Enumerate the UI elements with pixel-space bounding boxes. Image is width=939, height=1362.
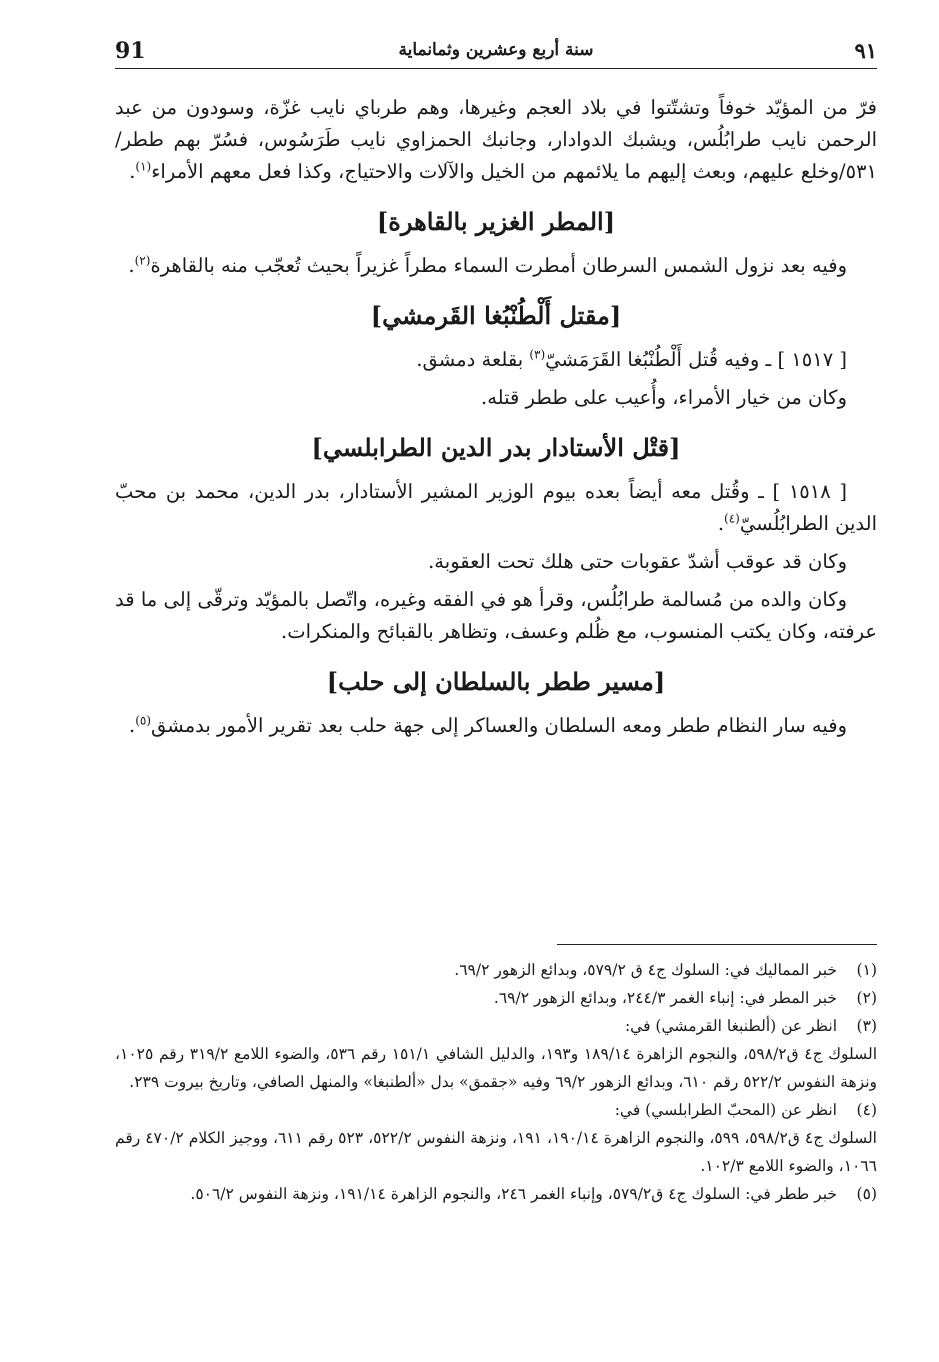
footnote-text: خبر المماليك في: السلوك ج٤ ق ٥٧٩/٢، وبدائع الزهور ٦٩/٢. [454,961,837,979]
footnote-marker: (٥) [135,713,152,728]
footnote [115,956,877,984]
paragraph: وكان والده من مُسالمة طرابُلُس، وقرأ هو في الفقه وغيره، واتّصل بالمؤيّد وترقّى إلى ما قد عرفته، وكان يكتب المنسوب، مع ظُلم وعسف، وتظاهر بالقبائح والمنكرات. [115,588,877,643]
running-header [115,36,877,69]
footnote-text: السلوك ج٤ ق٥٩٨/٢، ٥٩٩، والنجوم الزاهرة ١٩٠/١٤، ١٩١، ونزهة النفوس ٥٢٢/٢، ٥٢٣ رقم ٦١١، ووجيز الكلام ٤٧٠/٢ رقم ١٠٦٦، والضوء اللامع ١٠٢/٣. [115,1129,877,1175]
footnote-marker: (٢) [134,253,151,268]
footnote-text: خبر المطر في: إنباء الغمر ٢٤٤/٣، وبدائع الزهور ٦٩/٢. [493,989,837,1007]
footnote [115,1012,877,1040]
footnote-text: خبر ططر في: السلوك ج٤ ق٥٧٩/٢، وإنباء الغمر ٢٤٦، والنجوم الزاهرة ١٩١/١٤، ونزهة النفوس ٥٠٦/٢. [190,1185,837,1203]
footnote [115,1096,877,1124]
page-number-arabic: ٩١ [854,38,877,63]
paragraph-text: . [128,254,135,277]
footnote [115,984,877,1012]
footnote-text: انظر عن (المحبّ الطرابلسي) في: [614,1101,837,1119]
footnote-marker: (٣) [529,347,546,362]
footnote-marker: (١) [135,159,152,174]
section-heading: [قتْل الأستادار بدر الدين الطرابلسي] [311,433,681,462]
footnote-number: (١) [856,961,877,979]
main-text [115,92,877,742]
footnotes [115,956,877,1208]
paragraph-text: وفيه بعد نزول الشمس السرطان أمطرت السماء مطراً غزيراً بحيث تُعجّب منه بالقاهرة [150,254,847,277]
paragraph-text: . [717,512,725,535]
paragraph-text: وفيه سار النظام ططر ومعه السلطان والعساكر إلى جهة حلب بعد تقرير الأمور بدمشق [151,714,847,737]
footnote-number: (٣) [856,1017,877,1035]
entry-paragraph [115,476,877,540]
page-number-latin: 91 [115,38,146,64]
section-heading: [مسير ططر بالسلطان إلى حلب] [326,667,666,696]
paragraph [115,250,877,282]
footnote-number: (٥) [856,1185,877,1203]
paragraph-text: . [129,160,136,183]
footnote-text: انظر عن (ألطنبغا القرمشي) في: [624,1017,837,1035]
footnote-marker: (٤) [724,511,740,526]
paragraph-text: . [129,714,136,737]
paragraph [115,92,877,188]
section-heading: [المطر الغزير بالقاهرة] [376,207,616,236]
footnote-text: السلوك ج٤ ق٥٩٨/٢، والنجوم الزاهرة ١٨٩/١٤ و١٩٣، والدليل الشافي ١٥١/١ رقم ٥٣٦، والضوء اللامع ٣١٩/٢ رقم ١٠٢٥، ونزهة النفوس ٥٢٢/٢ رقم ٦١٠، وبدائع الزهور ٦٩/٢ وفيه «جقمق» بدل «ألطنبغا» والمنهل الصافي، وتاريخ بيروت ٢٣٩. [115,1045,877,1091]
section-heading: [مقتل أَلْطُنْبُغا القَرمشي] [370,301,622,330]
entry-paragraph [115,344,877,376]
paragraph-text: بقلعة دمشق. [416,348,530,371]
paragraph: وكان قد عوقب أشدّ عقوبات حتى هلك تحت العقوبة. [428,550,847,573]
footnote-number: (٢) [856,989,877,1007]
paragraph [115,710,877,742]
footnote-divider [557,944,877,945]
paragraph-text: [ ١٥١٧ ] ـ وفيه قُتل أَلْطُنْبُغا القَرَمَشيّ [545,348,847,371]
running-title: سنة أربع وعشرين وثمانماية [398,40,594,60]
paragraph: وكان من خيار الأمراء، وأُعيب على ططر قتله. [481,386,847,409]
paragraph-text: [ ١٥١٨ ] ـ وقُتل معه أيضاً بعده بيوم الوزير المشير الأستادار، بدر الدين، محمد بن محبّ الدين الطرابُلُسيّ [115,480,877,535]
footnote [115,1180,877,1208]
footnote-number: (٤) [856,1101,877,1119]
paragraph-text: فرّ من المؤيّد خوفاً وتشتّتوا في بلاد العجم وغيرها، وهم طرباي نايب غزّة، وسودون من عبد الرحمن نايب طرابُلُس، ويشبك الدوادار، وجانبك الحمزاوي نايب طَرَسُوس، فسُرّ بهم ططر/ ٥٣١/وخلع عليهم، وبعث إليهم ما يلائمهم من الخيل والآلات والاحتياج، وكذا فعل معهم الأمراء [115,96,877,183]
